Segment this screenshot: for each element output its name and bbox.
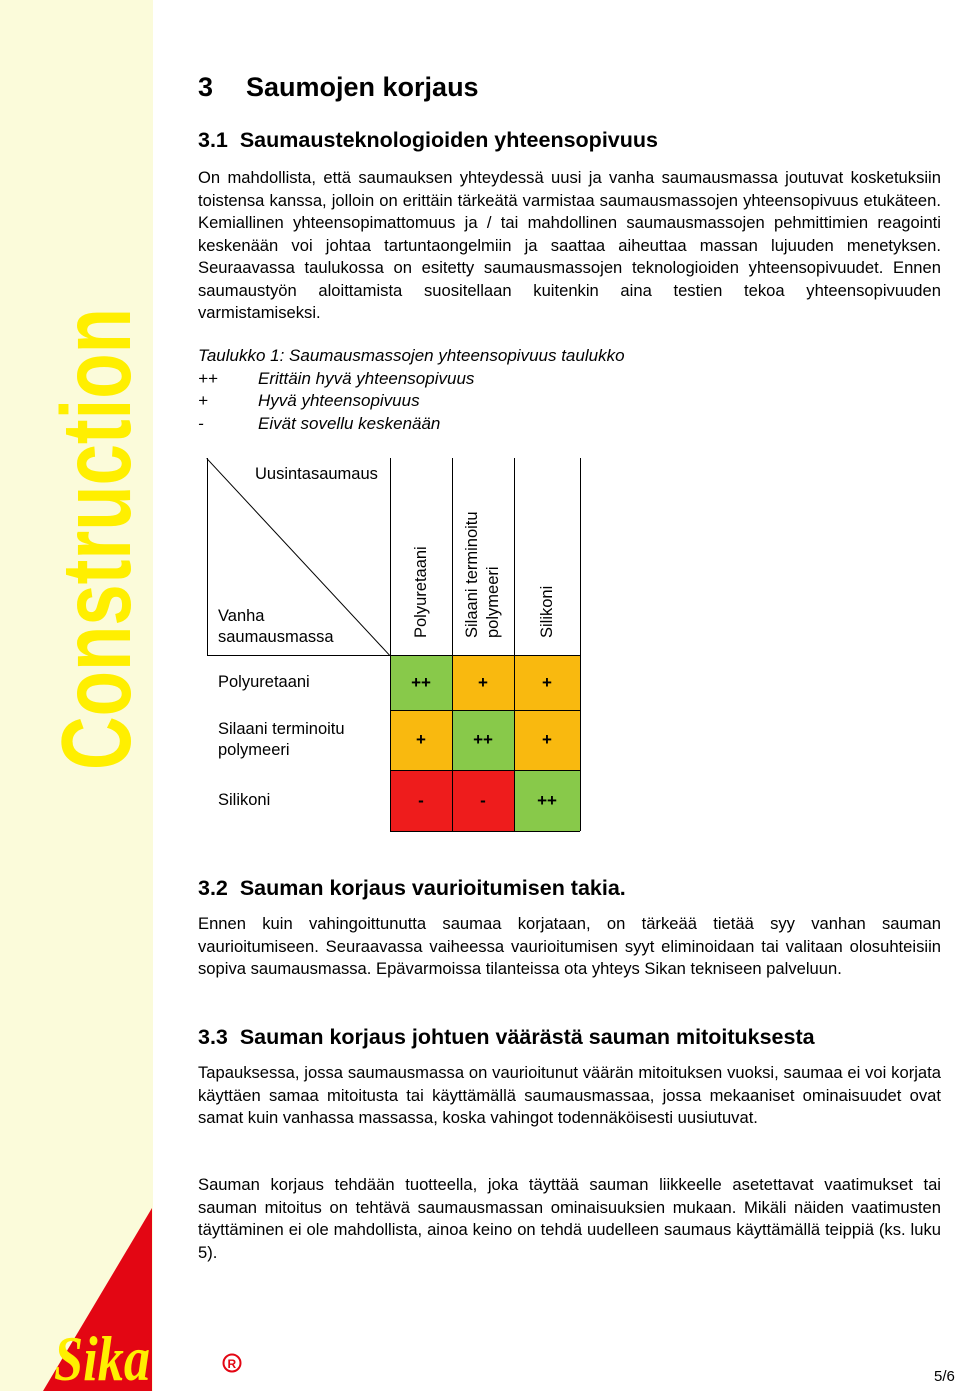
compatibility-matrix <box>207 458 580 831</box>
section-heading-3-1 <box>198 128 658 153</box>
compat-cell: + <box>514 710 580 770</box>
column-header: Silikoni <box>537 585 556 638</box>
column-header: Polyuretaani <box>411 546 430 638</box>
section-3-2-body <box>198 913 941 981</box>
text-line: tekniseen palveluun. <box>690 959 842 978</box>
row-header: Silikoni <box>218 791 271 809</box>
grid-line <box>390 655 580 656</box>
grid-line <box>390 458 391 831</box>
row-header: polymeeri <box>218 741 290 759</box>
compat-cell: - <box>452 770 514 831</box>
text-line: yhteensopivuus etukäteen. Kemiallinen yhteensopimattomuus ja / tai mahdollinen <box>198 190 941 232</box>
text-line: tehdä uudelleen saumaus käyttämällä teippiä (ks. luku 5). <box>198 1220 941 1262</box>
section-number: 3.1 <box>198 128 228 152</box>
section-3-3-body-2 <box>198 1174 941 1264</box>
grid-line <box>580 458 581 831</box>
main-heading-title: Saumojen korjaus <box>246 72 479 102</box>
text-line: jossa mekaaniset ominaisuudet ovat samat kuin vanhassa massassa, koska vahingot <box>198 1085 941 1127</box>
section-title: Sauman korjaus vaurioitumisen takia. <box>239 876 626 900</box>
compat-cell: ++ <box>514 770 580 831</box>
main-heading-number: 3 <box>198 72 214 102</box>
main-heading <box>198 72 479 103</box>
compat-cell: - <box>390 770 452 831</box>
text-line: todennäköisesti uusiutuvat. <box>557 1108 758 1127</box>
compat-cell: + <box>514 655 580 710</box>
sidebar <box>0 0 153 1391</box>
text-line: vaurioitumiseen. Seuraavassa vaiheessa vaurioitumisen syyt eliminoidaan tai valitaan <box>198 936 843 956</box>
grid-line <box>390 831 580 832</box>
text-line: On mahdollista, että saumauksen yhteydessä uusi ja vanha saumausmassa joutuvat <box>198 168 844 187</box>
section-3-1-body <box>198 167 941 325</box>
legend-item <box>198 413 625 436</box>
text-line: olosuhteisiin sopiva saumausmassa. Epävarmoissa tilanteissa ota yhteys Sikan <box>198 936 941 978</box>
grid-line <box>514 458 515 831</box>
legend-symbol: - <box>198 413 204 433</box>
page-number: 5/6 <box>934 1368 955 1385</box>
corner-label-old: Vanha <box>218 607 265 625</box>
text-line: Sauman korjaus tehdään tuotteella, joka täyttää sauman liikkeelle asetettavat <box>198 1175 814 1194</box>
section-number: 3.3 <box>198 1025 228 1049</box>
sidebar-vertical-word <box>41 160 151 775</box>
grid-line <box>207 458 208 655</box>
logo-wordmark: Sika <box>54 1323 150 1393</box>
row-header: Polyuretaani <box>218 673 310 691</box>
legend-symbol: + <box>198 391 208 410</box>
text-line: saumausmassojen teknologioiden yhteensopivuudet. Ennen saumaustyön aloittamista <box>198 258 941 300</box>
legend-symbol: ++ <box>198 368 218 388</box>
compat-cell: + <box>452 655 514 710</box>
text-line: saumausmassojen pehmittimien reagointi keskenään voi johtaa tartuntaongelmiin ja <box>198 213 941 255</box>
text-line: saumaa ei voi korjata käyttäen samaa mitoitusta tai käyttämällä saumausmassaa, <box>198 1063 941 1105</box>
legend-text: Eivät sovellu keskenään <box>258 413 441 433</box>
section-title: Saumausteknologioiden yhteensopivuus <box>239 128 658 152</box>
compat-cell: + <box>390 710 452 770</box>
legend-text: Hyvä yhteensopivuus <box>258 391 420 410</box>
text-line: Ennen kuin vahingoittunutta saumaa korjataan, on tärkeää tietää syy vanhan sauman <box>198 914 941 933</box>
table-legend <box>198 345 625 435</box>
section-3-3-body-1 <box>198 1062 941 1130</box>
legend-item <box>198 368 625 391</box>
text-line: saattaa aiheuttaa massan lujuuden menetyksen. Seuraavassa taulukossa on esitetty <box>198 235 941 277</box>
grid-line <box>452 458 453 831</box>
text-line: Tapauksessa, jossa saumausmassa on vaurioitunut väärän mitoituksen vuoksi, <box>198 1063 779 1082</box>
section-heading-3-2 <box>198 876 626 901</box>
compat-cell: ++ <box>452 710 514 770</box>
section-heading-3-3 <box>198 1025 815 1050</box>
column-header: Silaani terminoitu <box>463 511 481 638</box>
column-header: polymeeri <box>484 566 502 638</box>
table-caption: Taulukko 1: Saumausmassojen yhteensopivuus taulukko <box>198 346 625 365</box>
grid-line <box>207 655 390 656</box>
section-title: Sauman korjaus johtuen väärästä sauman mitoituksesta <box>239 1025 815 1049</box>
text-line: suositellaan kuitenkin aina testien tekoa yhteensopivuuden varmistamiseksi. <box>198 280 941 322</box>
text-line: mukaan. Mikäli näiden vaatimusten täyttäminen ei ole mahdollista, ainoa keino on <box>198 1197 941 1239</box>
legend-text: Erittäin hyvä yhteensopivuus <box>258 368 475 388</box>
vertical-word-text: Construction <box>41 160 151 770</box>
legend-item <box>198 390 625 413</box>
grid-line <box>390 770 580 771</box>
registered-mark: R <box>227 1357 237 1371</box>
text-line: vaatimukset tai sauman mitoitus on tehtävä saumausmassan ominaisuuksien <box>198 1175 941 1217</box>
grid-line <box>390 710 580 711</box>
text-line: kosketuksiin toistensa kanssa, jolloin on erittäin tärkeätä varmistaa saumausmassojen <box>198 168 941 210</box>
row-header: Silaani terminoitu <box>218 720 345 738</box>
corner-label-old: saumausmassa <box>218 628 334 646</box>
section-number: 3.2 <box>198 876 228 900</box>
compat-cell: ++ <box>390 655 452 710</box>
corner-label-new: Uusintasaumaus <box>255 465 378 483</box>
